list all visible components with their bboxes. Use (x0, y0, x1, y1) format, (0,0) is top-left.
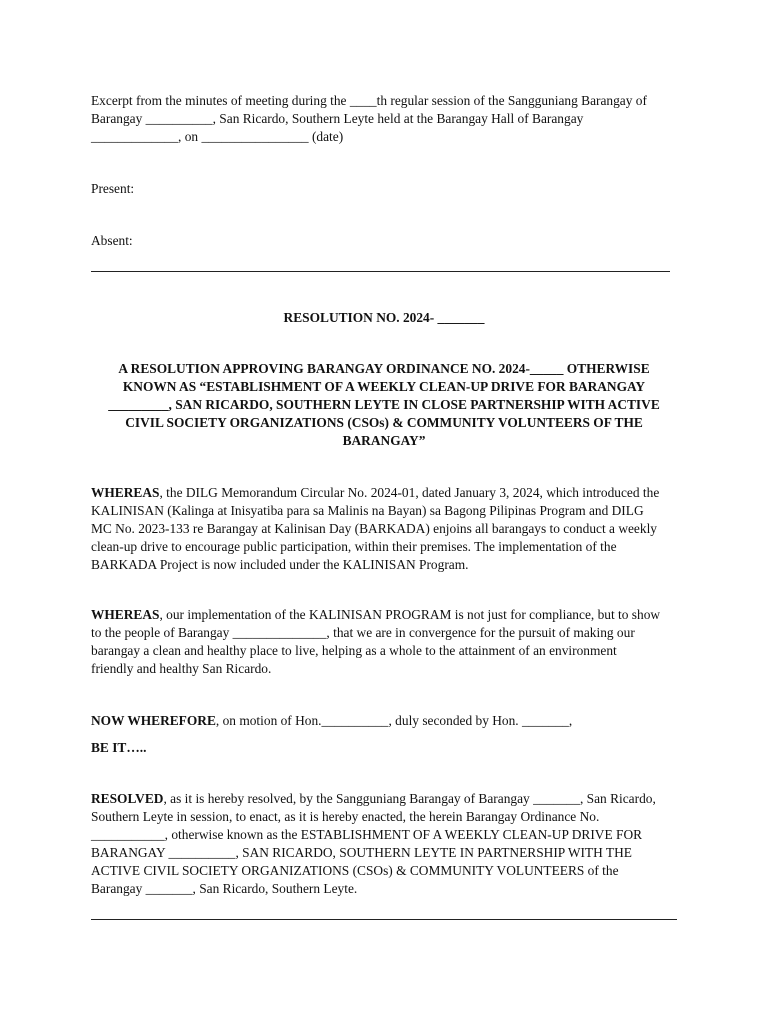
resolved-lead: RESOLVED (91, 791, 164, 806)
whereas1-line: MC No. 2023-133 re Barangay at Kalinisan Day (BARKADA) enjoins all barangays to conduct a weekly (91, 521, 657, 536)
whereas-paragraph-2 (91, 606, 677, 678)
title-line: CIVIL SOCIETY ORGANIZATIONS (CSOs) & COMMUNITY VOLUNTEERS OF THE (125, 415, 643, 430)
whereas2-line (91, 606, 677, 624)
resolved-paragraph (91, 790, 677, 898)
present-label: Present: (91, 181, 135, 196)
title-line: _________, SAN RICARDO, SOUTHERN LEYTE IN CLOSE PARTNERSHIP WITH ACTIVE (108, 397, 660, 412)
now-wherefore-lead: NOW WHEREFORE (91, 713, 216, 728)
whereas1-line: clean-up drive to encourage public participation, within their premises. The implementation of the (91, 539, 617, 554)
resolved-line: ACTIVE CIVIL SOCIETY ORGANIZATIONS (CSOs) & COMMUNITY VOLUNTEERS of the (91, 863, 619, 878)
excerpt-line: Excerpt from the minutes of meeting during the ____th regular session of the Sangguniang Barangay of (91, 93, 647, 108)
title-line: KNOWN AS “ESTABLISHMENT OF A WEEKLY CLEAN-UP DRIVE FOR BARANGAY (122, 379, 646, 394)
whereas1-line (91, 484, 677, 502)
resolved-line: Southern Leyte in session, to enact, as it is hereby enacted, the herein Barangay Ordinance No. (91, 809, 600, 824)
whereas2-line: to the people of Barangay ______________, that we are in convergence for the pursuit of making our (91, 625, 635, 640)
be-it-line: BE IT….. (91, 740, 147, 755)
whereas2-text: , our implementation of the KALINISAN PROGRAM is not just for compliance, but to show (159, 607, 661, 622)
whereas-paragraph-1 (91, 484, 677, 574)
whereas-lead: WHEREAS (91, 485, 160, 500)
absent-label: Absent: (91, 233, 133, 248)
excerpt-line: _____________, on ________________ (date) (91, 129, 344, 144)
divider-bottom (91, 919, 677, 920)
whereas-lead: WHEREAS (91, 607, 160, 622)
resolved-line (91, 790, 677, 808)
title-line: BARANGAY” (342, 433, 426, 448)
whereas2-line: barangay a clean and healthy place to live, helping as a whole to the attainment of an environment (91, 643, 617, 658)
title-line: A RESOLUTION APPROVING BARANGAY ORDINANCE NO. 2024-_____ OTHERWISE (118, 361, 650, 376)
divider-top (91, 271, 670, 272)
resolved-line: Barangay _______, San Ricardo, Southern Leyte. (91, 881, 358, 896)
whereas1-line: KALINISAN (Kalinga at Inisyatiba para sa Malinis na Bayan) sa Bagong Pilipinas Program and DILG (91, 503, 644, 518)
excerpt-paragraph (91, 92, 677, 146)
resolution-number: RESOLUTION NO. 2024- _______ (283, 310, 485, 325)
resolved-line: ___________, otherwise known as the ESTABLISHMENT OF A WEEKLY CLEAN-UP DRIVE FOR (91, 827, 643, 842)
resolved-text: , as it is hereby resolved, by the Sangguniang Barangay of Barangay _______, San Ricardo, (163, 791, 656, 806)
whereas2-line: friendly and healthy San Ricardo. (91, 661, 272, 676)
resolved-line: BARANGAY __________, SAN RICARDO, SOUTHERN LEYTE IN PARTNERSHIP WITH THE (91, 845, 632, 860)
excerpt-line: Barangay __________, San Ricardo, Southern Leyte held at the Barangay Hall of Barangay (91, 111, 584, 126)
whereas1-line: BARKADA Project is now included under the KALINISAN Program. (91, 557, 469, 572)
resolution-title (91, 360, 677, 450)
now-wherefore-text: , on motion of Hon.__________, duly seconded by Hon. _______, (215, 713, 573, 728)
now-wherefore-line (91, 712, 677, 730)
whereas1-text: , the DILG Memorandum Circular No. 2024-01, dated January 3, 2024, which introduced the (159, 485, 660, 500)
